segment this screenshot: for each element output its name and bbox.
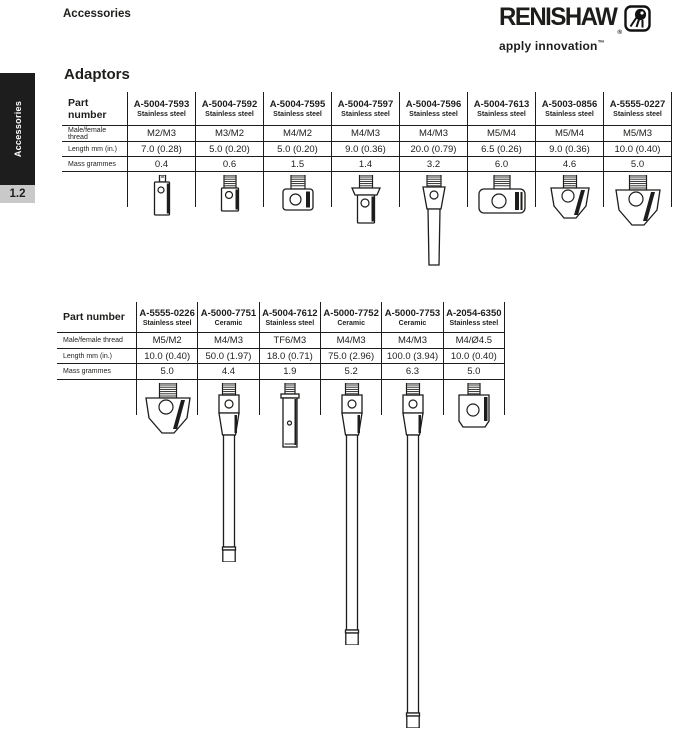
illustration-A-5004-7597 (350, 175, 382, 225)
part-number: A-5000-7751 (200, 307, 257, 319)
mass-value: 4.4 (221, 366, 236, 377)
cell-mass (321, 364, 382, 380)
thread-value: M4/Ø4.5 (455, 335, 493, 346)
trademark-symbol: ™ (597, 40, 605, 47)
cell-length (137, 349, 198, 364)
illustration-A-5000-7751 (216, 383, 242, 562)
cell-thread (264, 126, 332, 142)
part-number-cell (444, 302, 505, 333)
part-number-cell (468, 92, 536, 126)
part-number: A-5555-0227 (609, 99, 666, 110)
material-label: Stainless steel (477, 111, 526, 118)
cell-thread (198, 333, 259, 349)
cell-thread (536, 126, 604, 142)
cell-length (332, 142, 400, 157)
cell-thread (260, 333, 321, 349)
cell-mass (332, 157, 400, 172)
thread-value: M4/M3 (418, 128, 449, 139)
cell-thread (137, 333, 198, 349)
part-number-cell (536, 92, 604, 126)
cell-thread (332, 126, 400, 142)
part-number-cell (196, 92, 264, 126)
part-number-cell (264, 92, 332, 126)
logo-tagline: apply innovation™ (499, 39, 605, 53)
part-number-cell (198, 302, 259, 333)
thread-value: M4/M3 (336, 335, 366, 346)
material-label: Ceramic (214, 319, 243, 327)
part-number-header: Part number (62, 92, 128, 126)
part-number-cell (128, 92, 196, 126)
mass-value: 5.2 (344, 366, 358, 377)
row-label-length: Length mm (in.) (62, 142, 128, 157)
length-value: 50.0 (1.97) (205, 350, 252, 362)
part-number-header: Part number (57, 302, 137, 333)
cell-mass (382, 364, 443, 380)
illustration-A-5004-7592 (217, 175, 243, 213)
length-value: 7.0 (0.28) (141, 143, 182, 155)
material-label: Stainless steel (341, 111, 390, 118)
mass-value: 6.3 (405, 366, 420, 377)
length-value: 5.0 (0.20) (209, 143, 250, 155)
illustration-A-5000-7752 (339, 383, 365, 645)
cell-thread (382, 333, 443, 349)
material-label: Stainless steel (265, 319, 315, 327)
part-number: A-2054-6350 (446, 307, 502, 319)
thread-value: M5/M4 (554, 128, 585, 139)
thread-value: M2/M3 (146, 128, 177, 139)
thread-value: TF6/M3 (273, 335, 307, 346)
mass-value: 0.4 (154, 158, 169, 170)
length-value: 9.0 (0.36) (549, 143, 590, 155)
illustration-A-5004-7596 (420, 175, 448, 268)
cell-mass (444, 364, 505, 380)
cell-length (604, 142, 672, 157)
part-number: A-5555-0226 (139, 307, 195, 319)
thread-value: M5/M2 (152, 335, 182, 346)
mass-value: 3.2 (426, 158, 441, 170)
part-number: A-5004-7596 (405, 99, 462, 110)
mass-value: 1.4 (358, 158, 373, 170)
cell-mass (264, 157, 332, 172)
illustration-A-5004-7595 (280, 175, 316, 211)
part-number: A-5004-7613 (473, 99, 530, 110)
length-value: 9.0 (0.36) (345, 143, 386, 155)
section-title: Adaptors (64, 66, 130, 83)
cell-mass (198, 364, 259, 380)
material-label: Stainless steel (613, 111, 662, 118)
cell-thread (468, 126, 536, 142)
part-number-cell (260, 302, 321, 333)
mass-value: 1.5 (290, 158, 305, 170)
part-number-cell (604, 92, 672, 126)
part-number-cell (137, 302, 198, 333)
cell-length (536, 142, 604, 157)
mass-value: 1.9 (283, 366, 297, 377)
column-stub (62, 172, 128, 207)
cell-length (264, 142, 332, 157)
length-value: 6.5 (0.26) (481, 143, 522, 155)
cell-thread (604, 126, 672, 142)
renishaw-logo (499, 2, 664, 53)
part-number: A-5004-7597 (337, 99, 394, 110)
part-number-cell (321, 302, 382, 333)
illustration-A-5004-7612 (278, 383, 302, 449)
part-number: A-5000-7753 (384, 307, 441, 319)
cell-thread (321, 333, 382, 349)
cell-length (468, 142, 536, 157)
sidebar-accessories-tab (0, 73, 35, 185)
cell-thread (196, 126, 264, 142)
illustration-A-2054-6350 (455, 383, 493, 429)
cell-mass (400, 157, 468, 172)
length-value: 10.0 (0.40) (450, 350, 497, 362)
part-number: A-5000-7752 (323, 307, 379, 319)
material-label: Stainless steel (205, 111, 254, 118)
thread-value: M3/M2 (214, 128, 245, 139)
row-label-mass: Mass grammes (57, 364, 137, 380)
logo-brand-text: RENISHAW (499, 2, 617, 31)
cell-mass (128, 157, 196, 172)
mass-value: 4.6 (562, 158, 577, 170)
material-label: Stainless steel (449, 319, 499, 327)
probe-icon (624, 5, 651, 37)
cell-length (444, 349, 505, 364)
row-label-mass: Mass grammes (62, 157, 128, 172)
part-number-cell (382, 302, 443, 333)
mass-value: 0.6 (222, 158, 237, 170)
cell-length (196, 142, 264, 157)
material-label: Stainless steel (273, 111, 322, 118)
row-label-length: Length mm (in.) (57, 349, 137, 364)
page-title: Accessories (63, 8, 131, 20)
illustration-A-5004-7613 (476, 175, 528, 215)
cell-length (128, 142, 196, 157)
part-number: A-5003-0856 (541, 99, 598, 110)
row-label-thread: Male/female thread (57, 333, 137, 349)
part-number: A-5004-7592 (201, 99, 258, 110)
cell-mass (536, 157, 604, 172)
part-number: A-5004-7593 (133, 99, 190, 110)
length-value: 100.0 (3.94) (386, 350, 439, 362)
thread-value: M4/M3 (397, 335, 428, 346)
length-value: 75.0 (2.96) (328, 350, 375, 362)
cell-mass (137, 364, 198, 380)
length-value: 5.0 (0.20) (277, 143, 318, 155)
thread-value: M4/M3 (350, 128, 381, 139)
cell-mass (604, 157, 672, 172)
sidebar-tab-label: Accessories (12, 100, 23, 158)
length-value: 18.0 (0.71) (266, 350, 313, 362)
cell-length (260, 349, 321, 364)
illustration-A-5555-0226 (143, 383, 193, 437)
cell-length (198, 349, 259, 364)
length-value: 20.0 (0.79) (410, 143, 457, 155)
illustration-A-5555-0227 (613, 175, 663, 229)
material-label: Stainless steel (545, 111, 594, 118)
thread-value: M4/M3 (213, 335, 244, 346)
cell-thread (400, 126, 468, 142)
part-number-cell (400, 92, 468, 126)
registered-mark: ® (617, 29, 623, 36)
row-label-thread: Male/female thread (62, 126, 128, 142)
section-number-badge: 1.2 (0, 185, 35, 203)
illustration-A-5000-7753 (400, 383, 426, 728)
cell-thread (128, 126, 196, 142)
mass-value: 5.0 (160, 366, 174, 377)
thread-value: M5/M3 (622, 128, 653, 139)
material-label: Stainless steel (142, 319, 192, 327)
length-value: 10.0 (0.40) (614, 143, 661, 155)
illustration-A-5004-7593 (150, 175, 174, 217)
material-label: Ceramic (337, 319, 365, 327)
part-number: A-5004-7595 (269, 99, 326, 110)
cell-mass (468, 157, 536, 172)
column-stub (57, 380, 137, 415)
material-label: Stainless steel (137, 111, 186, 118)
cell-length (321, 349, 382, 364)
mass-value: 6.0 (494, 158, 509, 170)
cell-length (400, 142, 468, 157)
cell-mass (260, 364, 321, 380)
thread-value: M4/M2 (282, 128, 313, 139)
cell-mass (196, 157, 264, 172)
mass-value: 5.0 (467, 366, 481, 377)
material-label: Stainless steel (409, 111, 458, 118)
length-value: 10.0 (0.40) (144, 350, 191, 362)
part-number: A-5004-7612 (262, 307, 318, 319)
material-label: Ceramic (398, 319, 427, 327)
illustration-A-5003-0856 (548, 175, 592, 221)
mass-value: 5.0 (630, 158, 645, 170)
thread-value: M5/M4 (486, 128, 517, 139)
cell-length (382, 349, 443, 364)
cell-thread (444, 333, 505, 349)
part-number-cell (332, 92, 400, 126)
